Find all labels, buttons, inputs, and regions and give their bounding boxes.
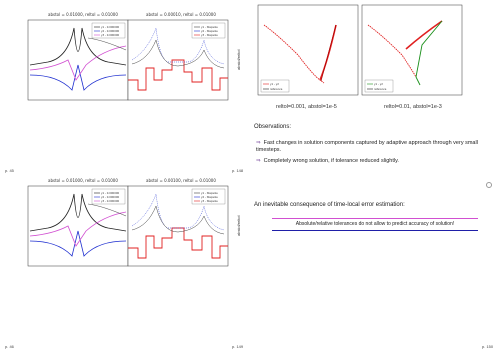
- legend-2-item-3: y3 - Stepsize: [201, 34, 218, 37]
- next-page-link[interactable]: p. 148: [232, 168, 244, 173]
- caption-right: reltol=0.01, abstol=1e-3: [384, 104, 442, 110]
- legend-3-item-1: y1 - 0.000000: [101, 192, 120, 195]
- next-page-link[interactable]: p. 149: [232, 344, 244, 349]
- slide-4: [250, 176, 500, 353]
- legend-3-item-3: y3 - 0.000000: [101, 200, 120, 203]
- phase-plot-2: [362, 5, 462, 95]
- phase-legend-2-item-2: reference: [374, 88, 387, 91]
- highlight-box: Absolute/relative tolerances do not allow to predict accuracy of solution!: [272, 218, 478, 231]
- observations-title: Observations:: [254, 124, 292, 130]
- bullet-1-text: Fast changes in solution components captured by adaptive approach through very small timesteps.: [256, 140, 478, 153]
- side-label: abstol/reltol: [236, 215, 241, 236]
- prev-page-link[interactable]: p. 45: [5, 168, 14, 173]
- legend-2-item-1: y1 - Stepsize: [201, 26, 218, 29]
- bullet-arrow-icon: ⇒: [256, 158, 261, 164]
- plot-2: [128, 20, 228, 100]
- legend-1-item-3: y3 - 0.000000: [101, 34, 120, 37]
- plot-1: [28, 20, 128, 100]
- nav-circle-icon[interactable]: [486, 182, 492, 188]
- plot-3-title: abstol = 0.01000, reltol = 0.01000: [48, 178, 118, 183]
- bullet-arrow-icon: ⇒: [256, 140, 261, 146]
- phase-plot-1: [258, 5, 358, 95]
- legend-4-item-3: y3 - Stepsize: [201, 200, 218, 203]
- slide-4-headline: An inevitable consequence of time-local error estimation:: [254, 202, 405, 208]
- bullet-2-text: Completely wrong solution, if tolerance reduced slightly.: [263, 158, 399, 164]
- caption-left: reltol=0.001, abstol=1e-5: [276, 104, 337, 110]
- phase-legend-1-item-1: y1 - y2: [270, 83, 279, 86]
- legend-3-item-2: y2 - 0.000000: [101, 196, 120, 199]
- legend-2-item-2: y2 - Stepsize: [201, 30, 218, 33]
- next-page-link[interactable]: p. 150: [482, 344, 494, 349]
- phase-legend-2-item-1: y1 - y2: [374, 83, 383, 86]
- plot-3: [28, 186, 128, 266]
- slide-3: [0, 176, 250, 353]
- plot-4-title: abstol = 0.00100, reltol = 0.01000: [146, 178, 216, 183]
- side-label: abstol/reltol: [236, 49, 241, 70]
- bullet-1: [256, 140, 478, 154]
- slide-1: [0, 0, 250, 176]
- legend-4-item-2: y2 - Stepsize: [201, 196, 218, 199]
- plot-1-title: abstol = 0.01000, reltol = 0.01000: [48, 12, 118, 17]
- prev-page-link[interactable]: p. 46: [5, 344, 14, 349]
- plot-2-title: abstol = 0.00010, reltol = 0.01000: [146, 12, 216, 17]
- slide-2: [250, 0, 500, 176]
- plot-4: [128, 186, 228, 266]
- phase-legend-1-item-2: reference: [270, 88, 283, 91]
- legend-1-item-1: y1 - 0.000000: [101, 26, 120, 29]
- legend-1-item-2: y2 - 0.000000: [101, 30, 120, 33]
- bullet-2: [256, 158, 478, 165]
- legend-4-item-1: y1 - Stepsize: [201, 192, 218, 195]
